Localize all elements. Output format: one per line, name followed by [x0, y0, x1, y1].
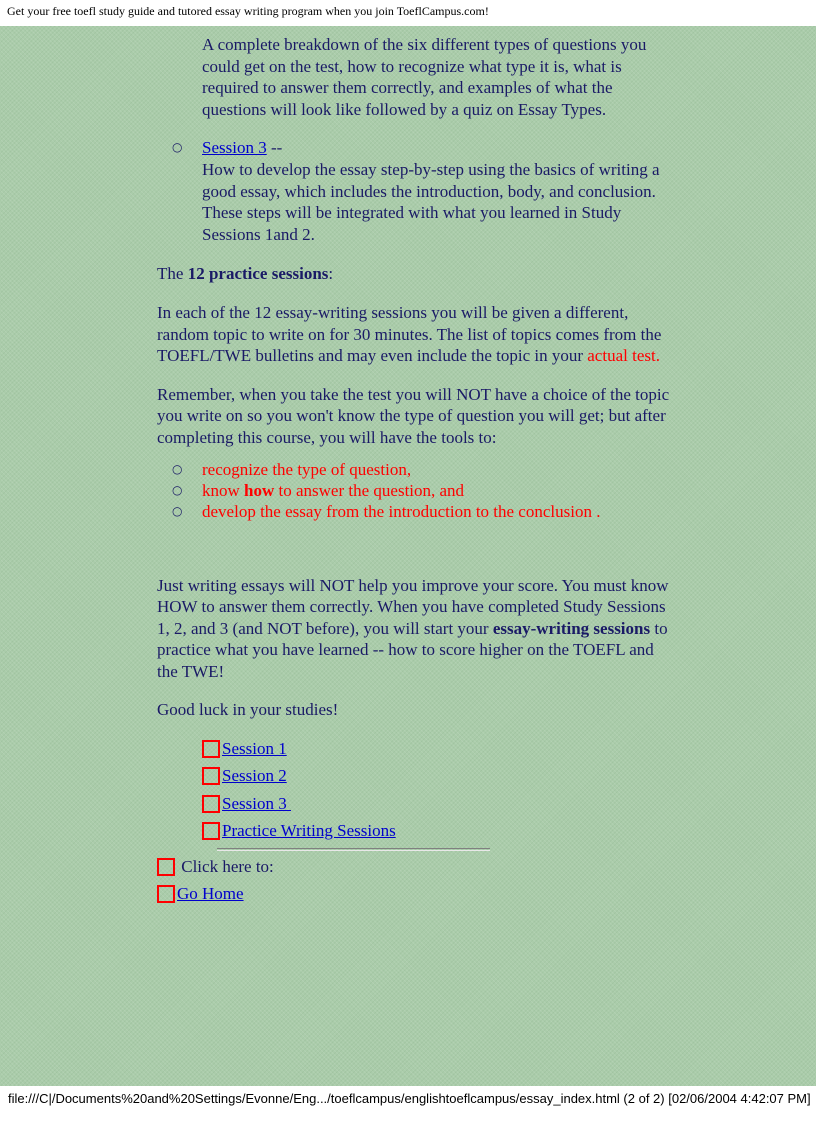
- session-2-description: A complete breakdown of the six different types of questions you could get on the test, how to recognize what type it is, what is required to answer them correctly, and examples of what the questions will look like followed by a quiz on Essay Types.: [202, 35, 647, 119]
- circle-bullet-icon: ○: [172, 140, 183, 155]
- broken-image-icon: [157, 858, 175, 876]
- practice-heading-post: :: [328, 264, 334, 284]
- just-writing-text: to practice what you have learned -- how to score higher on the TOEFL and the TWE!: [157, 618, 668, 681]
- circle-bullet-icon: ○: [172, 461, 183, 476]
- broken-image-icon: [202, 740, 220, 758]
- practice-heading-pre: The: [157, 264, 188, 284]
- tools-list-item: [172, 480, 677, 501]
- practice-writing-sessions-link[interactable]: Practice Writing Sessions: [222, 821, 396, 841]
- tools-item-text: develop the essay from the introduction to the conclusion .: [202, 501, 601, 521]
- home-row: [157, 878, 677, 905]
- circle-bullet-icon: ○: [172, 482, 183, 497]
- broken-image-icon: [157, 885, 175, 903]
- file-path-footer: file:///C|/Documents%20and%20Settings/Evonne/Eng.../toeflcampus/englishtoeflcampus/essay_index.html (2 of 2) [02/06/2004 4:42:07 PM]: [0, 1086, 816, 1123]
- nav-row: [202, 787, 677, 815]
- tools-list-item: [172, 501, 677, 522]
- tools-list: [157, 459, 677, 522]
- click-here-text: Click here to:: [177, 857, 274, 877]
- go-home-link[interactable]: Go Home: [177, 884, 244, 904]
- broken-image-icon: [202, 822, 220, 840]
- session-3-nav-link[interactable]: Session 3: [222, 793, 291, 813]
- circle-bullet-icon: ○: [172, 503, 183, 518]
- just-writing-text: Just writing essays will NOT help you improve your score. You must know HOW to answer them correctly. When you have completed Study Sessions 1, 2, and 3 (and NOT before), you will start your: [157, 575, 669, 638]
- session-1-link[interactable]: Session 1: [222, 738, 287, 758]
- broken-image-icon: [202, 767, 220, 785]
- session-2-link[interactable]: Session 2: [222, 766, 287, 786]
- just-writing-paragraph: [157, 575, 677, 683]
- tools-item-text: recognize the type of question,: [202, 459, 412, 479]
- good-luck-text: Good luck in your studies!: [157, 700, 339, 720]
- essay-writing-sessions-bold: essay-writing sessions: [492, 618, 651, 638]
- broken-image-icon: [202, 795, 220, 813]
- practice-paragraph: [157, 302, 677, 367]
- header-banner: Get your free toefl study guide and tutored essay writing program when you join ToeflCampus.com!: [0, 0, 816, 26]
- remember-paragraph: Remember, when you take the test you will NOT have a choice of the topic you write on so you won't know the type of question you will get; but after completing this course, you will have the tools to:: [157, 384, 670, 447]
- tools-item-bold: how: [244, 480, 275, 500]
- tools-list-item: [172, 459, 677, 480]
- home-row: [157, 851, 677, 878]
- nav-row: [202, 760, 677, 788]
- session-3-dashes: --: [266, 138, 283, 158]
- content-column: [157, 34, 677, 905]
- session-3-description: How to develop the essay step-by-step using the basics of writing a good essay, which includes the introduction, body, and conclusion. These steps will be integrated with what you learned in Study Sessions 1and 2.: [202, 159, 660, 244]
- page-body: [0, 26, 816, 1086]
- practice-paragraph-text: In each of the 12 essay-writing sessions you will be given a different, random topic to write on for 30 minutes. The list of topics comes from the TOEFL/TWE bulletins and may even include the topic in your: [157, 302, 662, 366]
- nav-row: [202, 732, 677, 760]
- actual-test-highlight: actual test.: [587, 346, 660, 366]
- practice-heading: [157, 263, 677, 285]
- tools-item-text: know: [202, 480, 245, 500]
- home-block: [157, 851, 677, 905]
- session-3-item: [172, 137, 677, 245]
- session-nav: [202, 732, 677, 851]
- practice-heading-bold: 12 practice sessions: [187, 264, 329, 284]
- nav-row: [202, 815, 677, 843]
- tools-item-text: to answer the question, and: [274, 480, 465, 500]
- session-3-link[interactable]: Session 3: [202, 138, 267, 158]
